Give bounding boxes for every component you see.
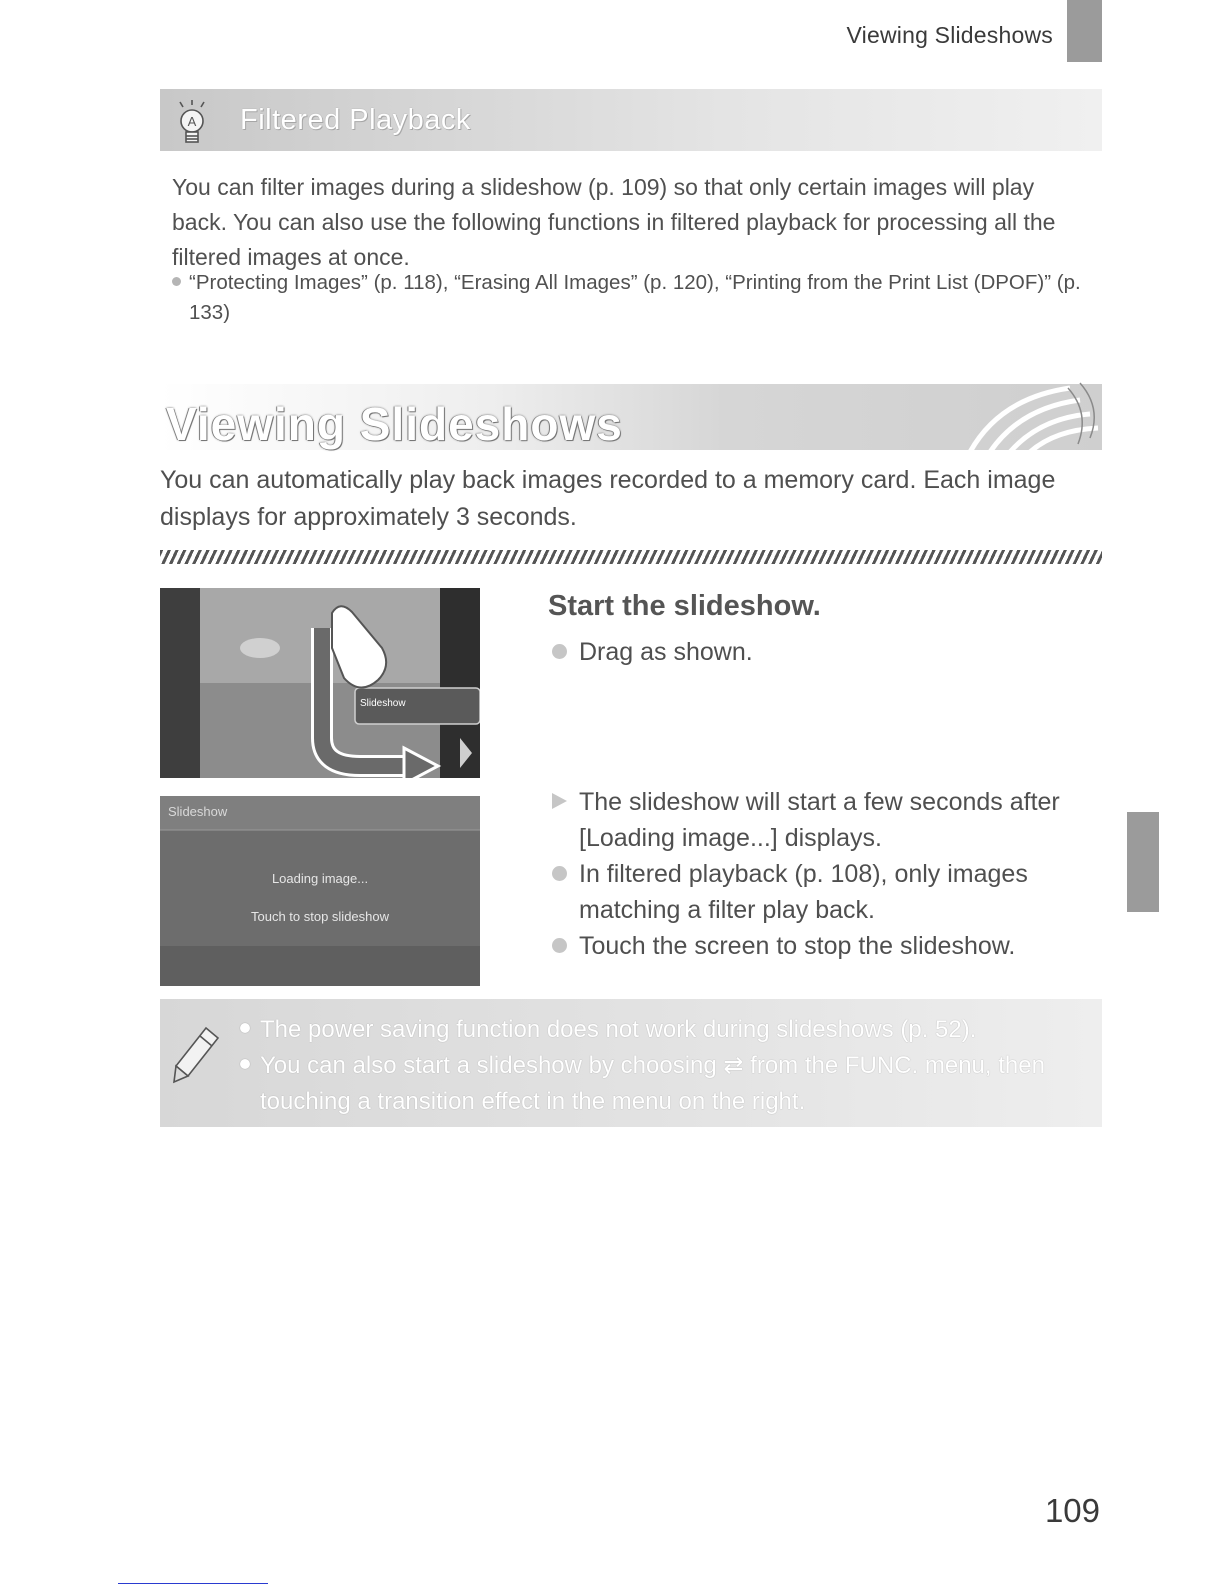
tip-bullet [172,268,1082,328]
page-number: 109 [1044,1492,1100,1529]
bullet-circle [552,866,567,881]
bullet-circle [552,644,567,659]
hatched-divider [160,550,1102,564]
section-intro: You can automatically play back images recorded to a memory card. Each image displays for approximately 3 seconds. [160,466,1056,531]
section-title: Viewing Slideshows [166,398,623,450]
result-item [552,928,1092,964]
result-text: The slideshow will start a few seconds after [Loading image...] displays. [579,788,1060,852]
step-instruction-text: Drag as shown. [579,638,753,666]
loading-message: Loading image... [271,871,369,886]
result-arrow [552,793,567,809]
tip-bullet-text: “Protecting Images” (p. 118), “Erasing All Images” (p. 120), “Printing from the Print List (DPOF)” (p. 133) [189,271,1081,324]
section-tab-top [1067,0,1102,62]
step-results [552,784,1092,964]
result-item [552,784,1092,856]
step-instruction [552,634,753,670]
slideshow-label: Slideshow [360,698,406,709]
screenshot-drag-gesture [160,588,480,778]
stop-message: Touch to stop slideshow [250,909,390,924]
note-item [240,1048,1090,1120]
note-list [240,1012,1090,1120]
bullet-dot [240,1023,250,1033]
svg-text:A: A [187,114,197,129]
lightbulb-icon [172,100,212,148]
screenshot-loading [160,796,480,986]
note-item [240,1012,1090,1048]
note-text: You can also start a slideshow by choosing ⇄ from the FUNC. menu, then touching a transition effect in the menu on the right. [260,1052,1045,1115]
result-text: In filtered playback (p. 108), only images matching a filter play back. [579,860,1028,924]
bullet-circle [552,938,567,953]
section-tab-side [1127,812,1159,912]
running-header: Viewing Slideshows [846,22,1053,48]
tip-body: You can filter images during a slideshow (p. 109) so that only certain images will play back. You can also use the following functions in filtered playback for processing all the filtered images at once. [172,174,1056,270]
result-item [552,856,1092,928]
tip-title: Filtered Playback [240,104,471,136]
screen-caption: Slideshow [168,804,228,819]
bullet-dot [240,1059,250,1069]
loading-screen-background [160,796,480,986]
step-title: Start the slideshow. [548,590,821,622]
swirl-decoration [930,378,1102,452]
camera-screen-illustration [160,588,480,778]
pencil-icon [170,1024,222,1084]
note-text: The power saving function does not work during slideshows (p. 52). [260,1016,977,1043]
bullet-dot [172,277,181,286]
result-text: Touch the screen to stop the slideshow. [579,932,1016,960]
